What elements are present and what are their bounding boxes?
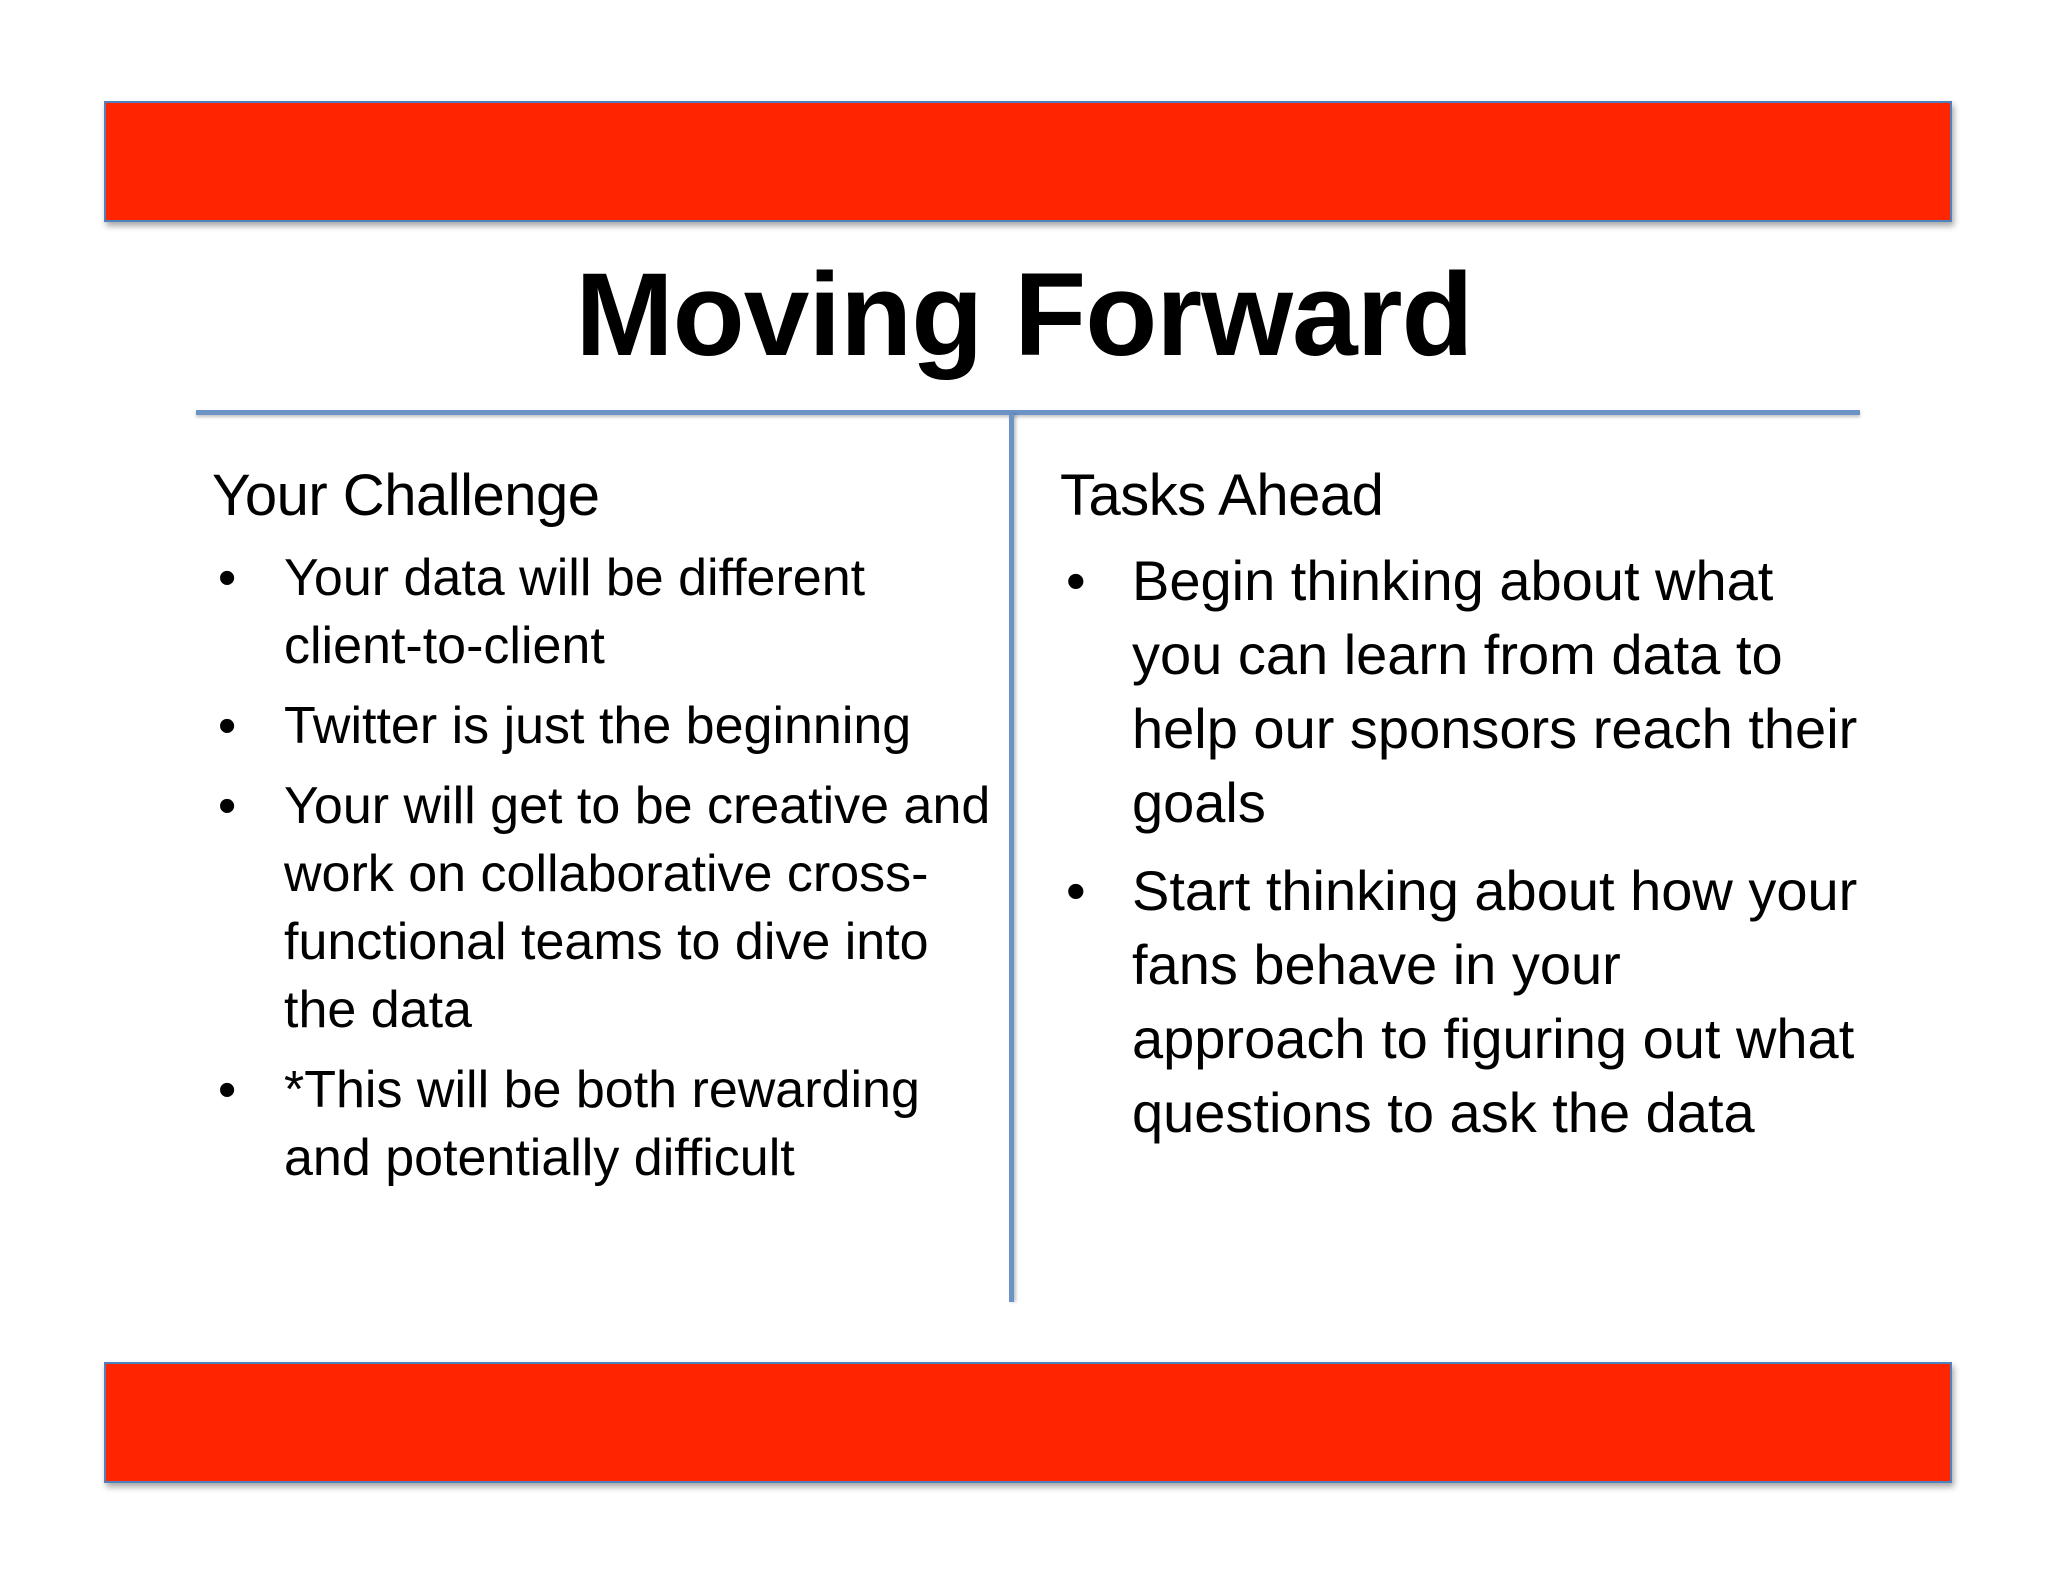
- bullet-icon: •: [1066, 549, 1086, 612]
- challenge-column: [212, 460, 1002, 1204]
- list-item: [212, 544, 1002, 680]
- list-item-text: Twitter is just the beginning: [284, 697, 912, 755]
- bullet-icon: •: [218, 697, 237, 755]
- list-item-text: Your will get to be creative and work on collaborative cross-functional teams to dive into the data: [284, 777, 991, 1039]
- list-item: [1060, 854, 1860, 1150]
- list-item-text: Begin thinking about what you can learn from data to help our sponsors reach their goals: [1132, 549, 1858, 834]
- challenge-heading: Your Challenge: [212, 463, 600, 528]
- column-divider: [1009, 414, 1014, 1302]
- tasks-list: [1060, 544, 1860, 1150]
- list-item-text: Your data will be different client-to-client: [284, 549, 866, 675]
- bullet-icon: •: [218, 549, 237, 607]
- top-accent-bar: [104, 101, 1952, 222]
- bottom-accent-bar: [104, 1362, 1952, 1483]
- list-item-text: Start thinking about how your fans behave in your approach to figuring out what questions to ask the data: [1132, 859, 1858, 1144]
- tasks-column: [1060, 460, 1860, 1164]
- challenge-list: [212, 544, 1002, 1192]
- title-divider: [196, 410, 1860, 415]
- list-item-text: *This will be both rewarding and potentially difficult: [284, 1061, 920, 1187]
- list-item: [212, 1056, 1002, 1192]
- list-item: [212, 772, 1002, 1044]
- slide-title: Moving Forward: [575, 249, 1473, 381]
- bullet-icon: •: [1066, 859, 1086, 922]
- list-item: [212, 692, 1002, 760]
- tasks-heading: Tasks Ahead: [1060, 463, 1384, 528]
- bullet-icon: •: [218, 777, 237, 835]
- list-item: [1060, 544, 1860, 840]
- bullet-icon: •: [218, 1061, 237, 1119]
